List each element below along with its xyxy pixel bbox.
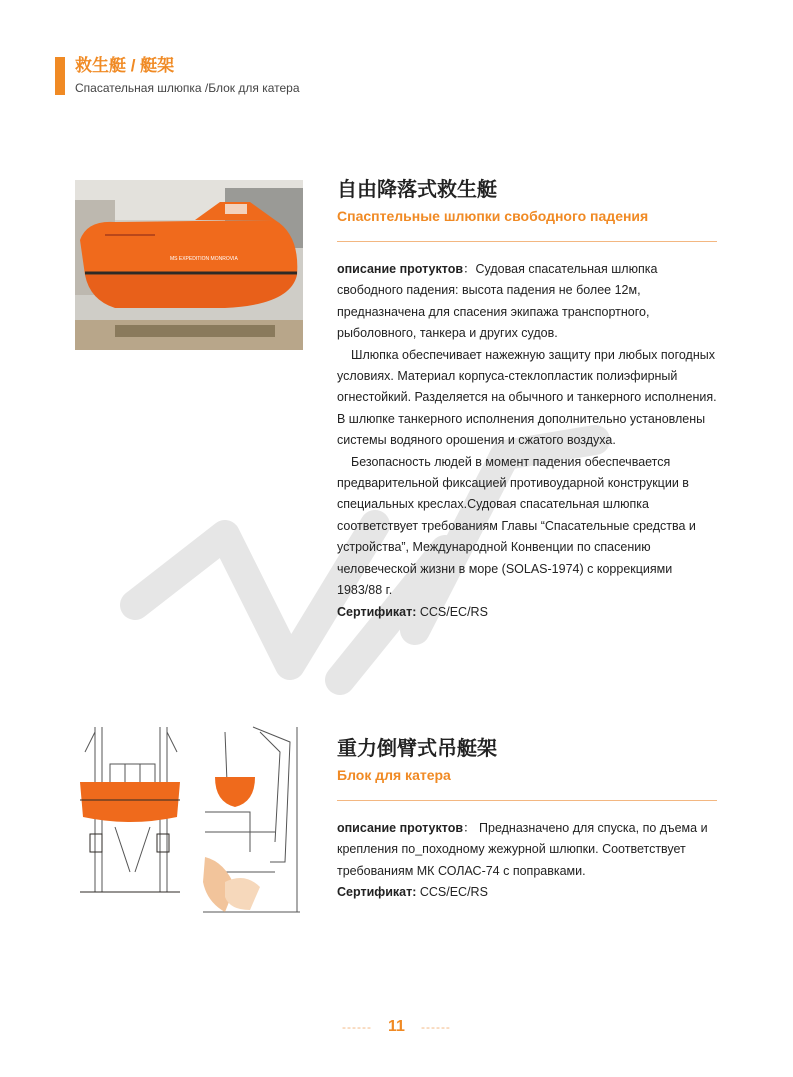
description-separator: ： — [463, 262, 476, 276]
certificate-line — [337, 882, 717, 903]
footer-dashes-left: ------ — [342, 1020, 373, 1034]
certificate-label: Сертификат: — [337, 885, 417, 900]
header-accent-bar — [55, 57, 65, 95]
certificate-value: CCS/EC/RS — [416, 604, 488, 619]
description-paragraph: Шлюпка обеспечивает нажежную защиту при любых погодных условиях. Материал корпуса-стеклопластик полиэфирный огнестойкий. Разделяется на обычного и танкерного исполнения. В шлюпке танкерного исполнения дополнительно установлены системы водяного орошения и сжатого воздуха. — [337, 347, 717, 448]
davit-diagram — [75, 722, 305, 917]
product-description — [337, 818, 717, 882]
product-title-cn: 重力倒臂式吊艇架 — [337, 736, 497, 760]
description-paragraph: Безопасность людей в момент падения обеспечвается предварительной фиксацией противоударной конструкции в специальных креслах.Судовая спасательная шлюпка соответствует требованиям Главы “Спасательные средства и устройства”, Международной Конвенции по спасению человеческой жизни в море (SOLAS-1974) с коррекциями 1983/88 г. — [337, 454, 696, 598]
divider — [337, 800, 717, 801]
certificate-label: Сертификат: — [337, 604, 417, 619]
freefall-lifeboat-photo — [75, 180, 303, 350]
description-label: описание протуктов — [337, 821, 464, 835]
page-number: 11 — [388, 1018, 405, 1035]
product-description — [337, 259, 717, 345]
certificate-value: CCS/EC/RS — [416, 885, 488, 900]
divider — [337, 241, 717, 242]
product-title-ru: Блок для катера — [337, 767, 451, 783]
description-separator: ： — [463, 821, 476, 835]
description-text: Предназначено для спуска, по дъема и крепления по_походному жежурной шлюпки. Соответствует требованиям МК СОЛАС-74 с поправками. — [337, 821, 708, 878]
boat-hull-label: MS EXPEDITION MONROVIA — [170, 256, 238, 262]
product-title-ru: Спаcптельные шлюпки свободного падения — [337, 208, 649, 224]
product-freefall — [337, 176, 717, 623]
description-label: описание протуктов — [337, 262, 464, 276]
section-subtitle: Спасательная шлюпка /Блок для катера — [75, 81, 300, 95]
section-title: 救生艇 / 艇架 — [75, 56, 175, 75]
product-davit — [337, 735, 717, 904]
product-title-cn: 自由降落式救生艇 — [337, 177, 497, 201]
description-text: Судовая спасательная шлюпка свободного падения: высота падения не более 12м, предназначена для спасения экипажа транспортного, рыболовного, танкера и других судов. — [337, 262, 658, 341]
certificate-line — [337, 602, 717, 623]
page-footer — [0, 1018, 793, 1036]
footer-dashes-right: ------ — [420, 1020, 451, 1034]
